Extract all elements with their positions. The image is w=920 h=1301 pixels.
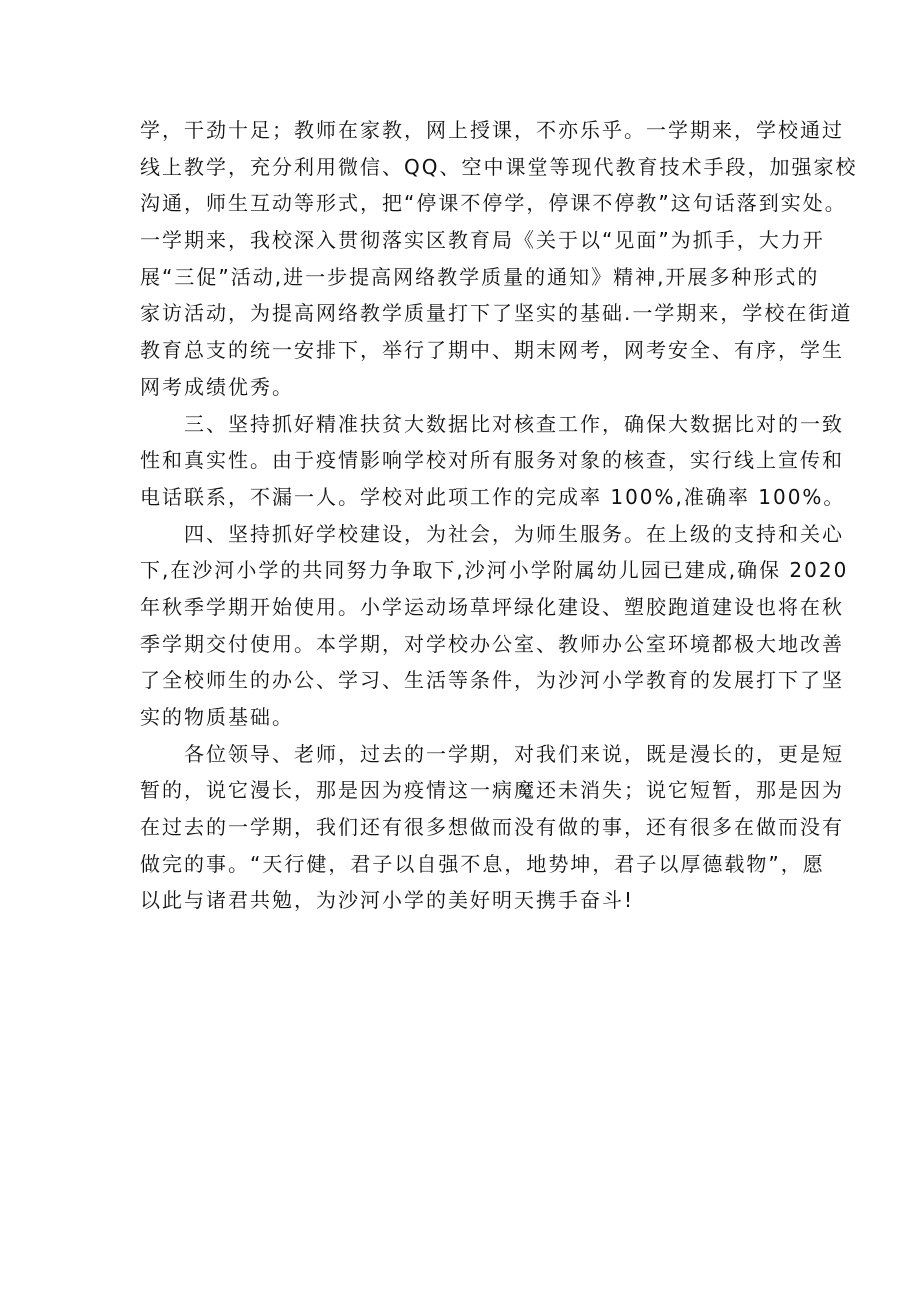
- text-line: 下,在沙河小学的共同努力争取下,沙河小学附属幼儿园已建成,确保 2020: [140, 558, 849, 583]
- text-line: 家访活动，为提高网络教学质量打下了坚实的基础.一学期来，学校在街道: [140, 301, 853, 326]
- text-line: 暂的，说它漫长，那是因为疫情这一病魔还未消失；说它短暂，那是因为: [140, 778, 844, 803]
- text-line: 三、坚持抓好精准扶贫大数据比对核查工作，确保大数据比对的一致: [184, 411, 844, 436]
- text-line: 电话联系，不漏一人。学校对此项工作的完成率 100%,准确率 100%。: [140, 484, 846, 509]
- document-body: [140, 112, 858, 919]
- text-line: 性和真实性。由于疫情影响学校对所有服务对象的核查，实行线上宣传和: [140, 448, 844, 473]
- paragraph-online-teaching: [140, 112, 858, 406]
- text-line: 教育总支的统一安排下，举行了期中、期末网考，网考安全、有序，学生: [140, 338, 844, 363]
- text-line: 年秋季学期开始使用。小学运动场草坪绿化建设、塑胶跑道建设也将在秋: [140, 594, 844, 619]
- text-line: 展“三促”活动,进一步提高网络教学质量的通知》精神,开展多种形式的: [140, 264, 820, 289]
- paragraph-school-construction: [140, 516, 849, 736]
- text-line: 沟通，师生互动等形式，把“停课不停学，停课不停教”这句话落到实处。: [140, 191, 847, 216]
- text-line: 做完的事。“天行健，君子以自强不息，地势坤，君子以厚德载物”，愿: [140, 851, 825, 876]
- paragraph-poverty-data-check: [140, 406, 846, 516]
- text-line: 实的物质基础。: [140, 705, 294, 729]
- text-line: 各位领导、老师，过去的一学期，对我们来说，既是漫长的，更是短: [184, 741, 844, 766]
- text-line: 四、坚持抓好学校建设，为社会，为师生服务。在上级的支持和关心: [184, 521, 844, 546]
- text-line: 了全校师生的办公、学习、生活等条件，为沙河小学教育的发展打下了坚: [140, 668, 844, 693]
- text-line: 一学期来，我校深入贯彻落实区教育局《关于以“见面”为抓手，大力开: [140, 228, 825, 253]
- text-line: 在过去的一学期，我们还有很多想做而没有做的事，还有很多在做而没有: [140, 815, 844, 840]
- text-line: 线上教学，充分利用微信、QQ、空中课堂等现代教育技术手段，加强家校: [140, 154, 858, 179]
- text-line: 学，干劲十足；教师在家教，网上授课，不亦乐乎。一学期来，学校通过: [140, 118, 844, 142]
- text-line: 以此与诸君共勉，为沙河小学的美好明天携手奋斗!: [140, 888, 635, 913]
- text-line: 网考成绩优秀。: [140, 374, 294, 399]
- paragraph-closing-remarks: [140, 736, 844, 919]
- text-line: 季学期交付使用。本学期，对学校办公室、教师办公室环境都极大地改善: [140, 631, 844, 656]
